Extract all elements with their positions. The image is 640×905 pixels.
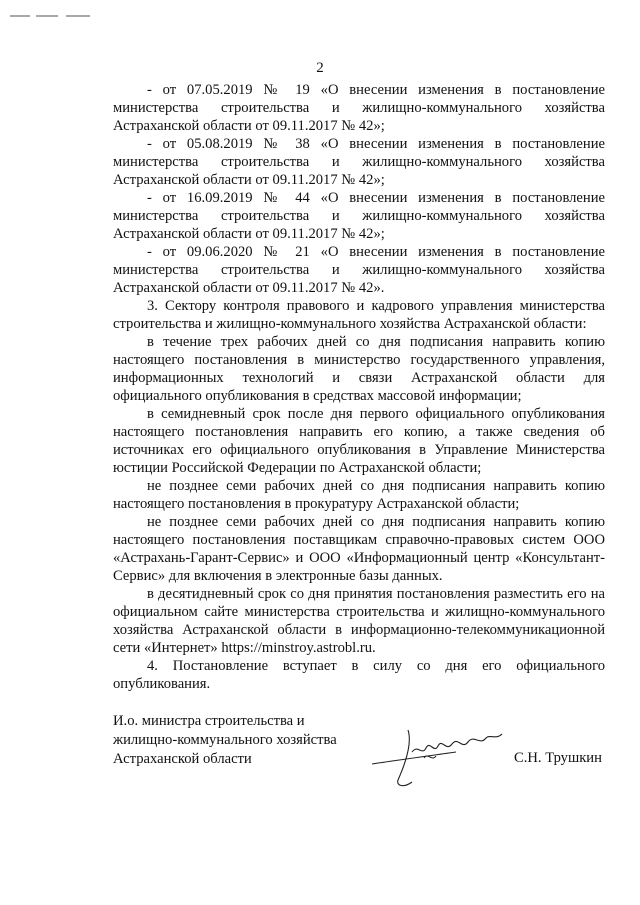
clause-3-item: в семидневный срок после дня первого официального опубликования настоящего постановления направить его копию, а также сведения об источниках его официального опубликования в Управление Министерства юстиции Российской Федерации по Астраханской области; xyxy=(113,406,605,476)
page-number: 2 xyxy=(316,60,324,76)
handwritten-signature xyxy=(368,722,508,792)
signatory-title-line: Астраханской области xyxy=(113,751,252,767)
list-item: - от 09.06.2020 № 21 «О внесении изменения в постановление министерства строительства и жилищно-коммунального хозяйства Астраханской области от 09.11.2017 № 42». xyxy=(113,244,605,296)
clause-4: 4. Постановление вступает в силу со дня его официального опубликования. xyxy=(113,658,605,692)
signer-name: С.Н. Трушкин xyxy=(514,750,602,766)
signatory-title-line: жилищно-коммунального хозяйства xyxy=(113,732,337,748)
document-body xyxy=(113,81,605,693)
list-item: - от 16.09.2019 № 44 «О внесении изменения в постановление министерства строительства и жилищно-коммунального хозяйства Астраханской области от 09.11.2017 № 42»; xyxy=(113,190,605,242)
clause-3-heading: 3. Сектору контроля правового и кадрового управления министерства строительства и жилищно-коммунального хозяйства Астраханской области: xyxy=(113,298,605,332)
clause-3-item: не позднее семи рабочих дней со дня подписания направить копию настоящего постановления в прокуратуру Астраханской области; xyxy=(113,478,605,512)
clause-3-item: в десятидневный срок со дня принятия постановления разместить его на официальном сайте министерства строительства и жилищно-коммунального хозяйства Астраханской области в информационно-телекоммуникационной сети «Интернет» https://minstroy.astrobl.ru. xyxy=(113,586,605,656)
signatory-title xyxy=(113,712,353,769)
clause-3-item: в течение трех рабочих дней со дня подписания направить копию настоящего постановления в министерство государственного управления, информационных технологий и связи Астраханской области для официального опубликования в средствах массовой информации; xyxy=(113,334,605,404)
clause-3-item: не позднее семи рабочих дней со дня подписания направить копию настоящего постановления поставщикам справочно-правовых систем ООО «Астрахань-Гарант-Сервис» и ООО «Информационный центр «Консультант-Сервис» для включения в электронные базы данных. xyxy=(113,514,605,584)
scan-artifact-marks xyxy=(10,14,90,18)
list-item: - от 05.08.2019 № 38 «О внесении изменения в постановление министерства строительства и жилищно-коммунального хозяйства Астраханской области от 09.11.2017 № 42»; xyxy=(113,136,605,188)
signatory-title-line: И.о. министра строительства и xyxy=(113,713,305,729)
list-item: - от 07.05.2019 № 19 «О внесении изменения в постановление министерства строительства и жилищно-коммунального хозяйства Астраханской области от 09.11.2017 № 42»; xyxy=(113,82,605,134)
